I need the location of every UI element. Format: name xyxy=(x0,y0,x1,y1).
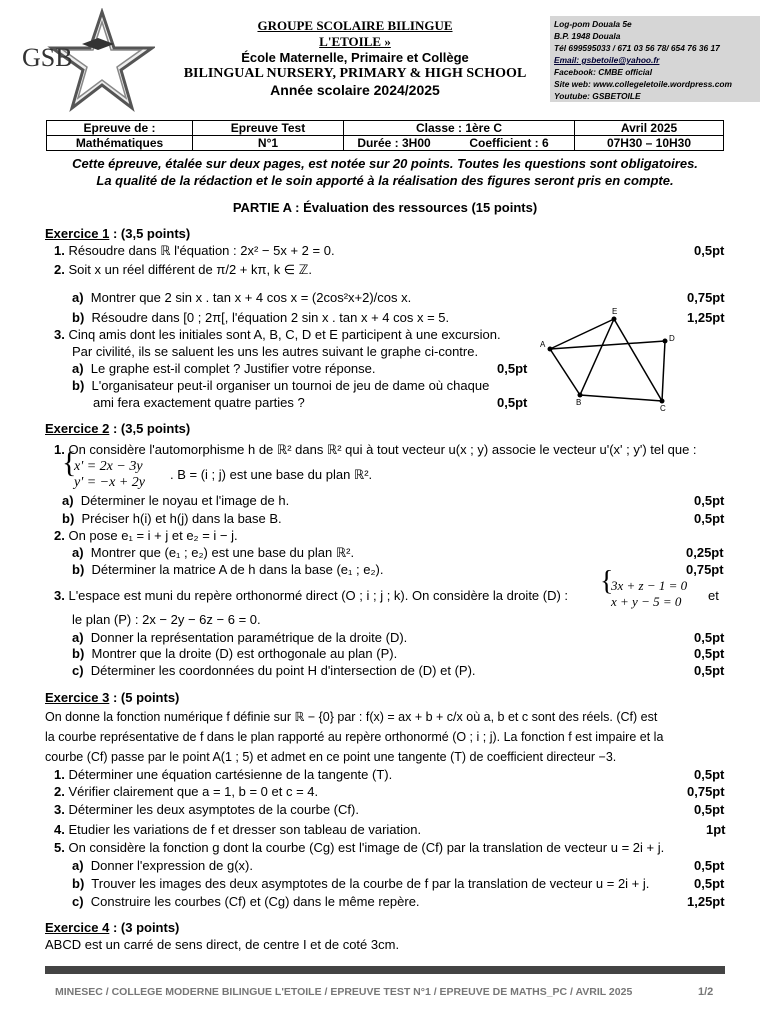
ex2-q2a: a) Montrer que (e₁ ; e₂) est une base du plan ℝ². xyxy=(72,545,355,560)
ex1-q3a: a) Le graphe est-il complet ? Justifier votre réponse. xyxy=(72,361,376,376)
ex1-q2a: a) Montrer que 2 sin x . tan x + 4 cos x = (2cos²x+2)/cos x. xyxy=(72,290,412,305)
ex3-q1-points: 0,5pt xyxy=(694,767,725,782)
ex2-q1b-text: Préciser h(i) et h(j) dans la base B. xyxy=(81,511,282,526)
ex2-q1-text: On considère l'automorphisme h de ℝ² dans ℝ² qui à tout vecteur u(x ; y) associe le vecteur u'(x' ; y') tel que : xyxy=(68,442,697,457)
ex3-q3-text: Déterminer les deux asymptotes de la courbe (Cf). xyxy=(68,802,359,817)
ex2-q3c-points: 0,5pt xyxy=(694,663,725,678)
ex2-q2-text: On pose e₁ = i + j et e₂ = i − j. xyxy=(68,528,238,543)
ex3-q5b-points: 0,5pt xyxy=(694,876,725,891)
ex4-para: ABCD est un carré de sens direct, de centre I et de coté 3cm. xyxy=(45,937,400,952)
ex1-q2b: b) Résoudre dans [0 ; 2π[, l'équation 2 sin x . tan x + 4 cos x = 5. xyxy=(72,310,450,325)
exam-time: 07H30 – 10H30 xyxy=(575,136,724,151)
ex3-q4-text: Etudier les variations de f et dresser son tableau de variation. xyxy=(68,822,422,837)
exercise-4-title xyxy=(45,920,179,935)
ex2-q3c-text: Déterminer les coordonnées du point H d'intersection de (D) et (P). xyxy=(90,663,476,678)
ex2-q1: 1. On considère l'automorphisme h de ℝ² dans ℝ² qui à tout vecteur u(x ; y) associe le vecteur u'(x' ; y') tel que : xyxy=(54,442,697,457)
ex2-q3-line2: le plan (P) : 2x − 2y − 6z − 6 = 0. xyxy=(72,612,261,627)
exam-duration: Durée : 3H00 xyxy=(344,136,445,151)
exam-info-table xyxy=(46,120,724,151)
ex3-para-line1: On donne la fonction numérique f définie sur ℝ − {0} par : f(x) = ax + b + c/x où a, b et c sont des réels. (Cf) est xyxy=(45,710,658,724)
ex3-q3-points: 0,5pt xyxy=(694,802,725,817)
ex3-q5: 5. On considère la fonction g dont la courbe (Cg) est l'image de (Cf) par la translation de vecteur u = 2i + j. xyxy=(54,840,665,855)
ex1-q2a-text: Montrer que 2 sin x . tan x + 4 cos x = (2cos²x+2)/cos x. xyxy=(90,290,412,305)
ex2-q1b-points: 0,5pt xyxy=(694,511,725,526)
ex3-q5a: a) Donner l'expression de g(x). xyxy=(72,858,253,873)
ex1-q1-points: 0,5pt xyxy=(694,243,725,258)
instruction-line-2: La qualité de la rédaction et le soin apporté à la réalisation des figures seront pris en compte. xyxy=(96,173,674,188)
ex1-q1-text: Résoudre dans ℝ l'équation : 2x² − 5x + 2 = 0. xyxy=(68,243,335,258)
exam-class: Classe : 1ère C xyxy=(344,121,575,136)
exercise-1-points: : (3,5 points) xyxy=(109,226,191,241)
graph-label-b: B xyxy=(576,398,582,407)
ex1-q3b-line2: ami fera exactement quatre parties ? xyxy=(93,395,305,410)
contact-website: Site web: www.collegeletoile.wordpress.com xyxy=(554,79,732,89)
friends-graph xyxy=(538,305,718,415)
ex2-q1a: a) Déterminer le noyau et l'image de h. xyxy=(62,493,290,508)
part-a-title: PARTIE A : Évaluation des ressources (15 points) xyxy=(232,200,538,215)
graph-label-d: D xyxy=(669,334,675,343)
exercise-2-title xyxy=(45,421,190,436)
ex3-q4-points: 1pt xyxy=(706,822,726,837)
exercise-2-label: Exercice 2 xyxy=(45,421,110,436)
exam-of-label: Epreuve de : xyxy=(47,121,193,136)
ex3-q2-points: 0,75pt xyxy=(687,784,725,799)
ex1-q3b-points: 0,5pt xyxy=(497,395,528,410)
ex3-q5c-text: Construire les courbes (Cf) et (Cg) dans le même repère. xyxy=(90,894,420,909)
ex2-system: { x' = 2x − 3y y' = −x + 2y xyxy=(62,446,145,490)
ex2-q3b-points: 0,5pt xyxy=(694,646,725,661)
ex1-q2a-points: 0,75pt xyxy=(687,290,725,305)
ex3-q2: 2. Vérifier clairement que a = 1, b = 0 et c = 4. xyxy=(54,784,319,799)
ex2-q3: 3. L'espace est muni du repère orthonormé direct (O ; i ; j ; k). On considère la droite (D) : xyxy=(54,588,569,603)
ex3-q1-text: Déterminer une équation cartésienne de la tangente (T). xyxy=(68,767,393,782)
ex2-q2b: b) Déterminer la matrice A de h dans la base (e₁ ; e₂). xyxy=(72,562,384,577)
graph-label-c: C xyxy=(660,404,666,413)
ex2-q3a: a) Donner la représentation paramétrique de la droite (D). xyxy=(72,630,408,645)
ex3-q5c-points: 1,25pt xyxy=(687,894,725,909)
ex2-q3c: c) Déterminer les coordonnées du point H d'intersection de (D) et (P). xyxy=(72,663,476,678)
school-levels: École Maternelle, Primaire et Collège xyxy=(241,50,469,65)
contact-phone: Tél 699595033 / 671 03 56 78/ 654 76 36 17 xyxy=(554,43,720,53)
school-levels-en: BILINGUAL NURSERY, PRIMARY & HIGH SCHOOL xyxy=(183,66,527,81)
ex1-q3a-text: Le graphe est-il complet ? Justifier votre réponse. xyxy=(90,361,376,376)
ex3-q5b-text: Trouver les images des deux asymptotes de la courbe de f par la translation de vecteur u = 2i + j. xyxy=(91,876,650,891)
ex3-q5b: b) Trouver les images des deux asymptotes de la courbe de f par la translation de vecteur u = 2i + j. xyxy=(72,876,650,891)
exercise-3-points: : (5 points) xyxy=(109,690,180,705)
ex2-q3a-text: Donner la représentation paramétrique de la droite (D). xyxy=(90,630,408,645)
ex1-q3b-text: L'organisateur peut-il organiser un tournoi de jeu de dame où chaque xyxy=(91,378,490,393)
exam-number: N°1 xyxy=(193,136,344,151)
ex2-q3a-points: 0,5pt xyxy=(694,630,725,645)
contact-email: Email: gsbetoile@yahoo.fr xyxy=(554,55,660,65)
ex2-q3-sys-line1: 3x + z − 1 = 0 xyxy=(611,578,688,593)
contact-address: Log-pom Douala 5e xyxy=(554,19,632,29)
ex2-q2: 2. On pose e₁ = i + j et e₂ = i − j. xyxy=(54,528,238,543)
ex1-q3b: b) L'organisateur peut-il organiser un tournoi de jeu de dame où chaque xyxy=(72,378,490,393)
ex3-para-line3: courbe (Cf) passe par le point A(1 ; 5) et admet en ce point une tangente (T) de coefficient directeur −3. xyxy=(45,750,617,764)
school-name: GROUPE SCOLAIRE BILINGUE xyxy=(257,18,453,33)
ex1-q2-text: Soit x un réel différent de π/2 + kπ, k ∈ ℤ. xyxy=(68,262,313,277)
contact-youtube: Youtube: GSBETOILE xyxy=(554,91,641,101)
ex3-q4: 4. Etudier les variations de f et dresser son tableau de variation. xyxy=(54,822,422,837)
ex2-q2b-text: Déterminer la matrice A de h dans la base (e₁ ; e₂). xyxy=(91,562,384,577)
ex2-q3-sys-line2: x + y − 5 = 0 xyxy=(611,594,682,609)
contact-box xyxy=(550,16,760,102)
exam-date: Avril 2025 xyxy=(575,121,724,136)
exercise-1-label: Exercice 1 xyxy=(45,226,110,241)
ex1-q3: 3. Cinq amis dont les initiales sont A, B, C, D et E participent à une excursion. xyxy=(54,327,501,342)
ex3-q2-text: Vérifier clairement que a = 1, b = 0 et c = 4. xyxy=(68,784,319,799)
instruction-line-1: Cette épreuve, étalée sur deux pages, est notée sur 20 points. Toutes les questions sont obligatoires. xyxy=(72,156,698,171)
graph-label-e: E xyxy=(612,307,618,316)
ex2-q1b: b) Préciser h(i) et h(j) dans la base B. xyxy=(62,511,282,526)
exercise-4-label: Exercice 4 xyxy=(45,920,110,935)
ex1-q2b-text: Résoudre dans [0 ; 2π[, l'équation 2 sin x . tan x + 4 cos x = 5. xyxy=(91,310,450,325)
exercise-1-title xyxy=(45,226,190,241)
ex3-q3: 3. Déterminer les deux asymptotes de la courbe (Cf). xyxy=(54,802,359,817)
ex2-q2a-text: Montrer que (e₁ ; e₂) est une base du plan ℝ². xyxy=(90,545,355,560)
ex2-q1a-text: Déterminer le noyau et l'image de h. xyxy=(80,493,290,508)
ex1-q2: 2. Soit x un réel différent de π/2 + kπ, k ∈ ℤ. xyxy=(54,262,313,277)
school-year: Année scolaire 2024/2025 xyxy=(270,82,440,98)
page-number: 1/2 xyxy=(698,986,714,998)
exercise-3-title xyxy=(45,690,179,705)
ex2-sys-line2: y' = −x + 2y xyxy=(74,475,145,490)
ex3-q5a-points: 0,5pt xyxy=(694,858,725,873)
ex2-q3b-text: Montrer que la droite (D) est orthogonale au plan (P). xyxy=(91,646,398,661)
exam-type: Epreuve Test xyxy=(193,121,344,136)
ex2-q3-text: L'espace est muni du repère orthonormé direct (O ; i ; j ; k). On considère la droite (D) : xyxy=(68,588,569,603)
ex3-para-line2: la courbe représentative de f dans le plan rapporté au repère orthonormé (O ; i ; j). La fonction f est impaire et la xyxy=(45,730,664,744)
school-header xyxy=(160,18,550,98)
exercise-4-points: : (3 points) xyxy=(109,920,180,935)
ex2-q1a-points: 0,5pt xyxy=(694,493,725,508)
footer-text: MINESEC / COLLEGE MODERNE BILINGUE L'ETOILE / EPREUVE TEST N°1 / EPREUVE DE MATHS_PC / AVRIL 2025 xyxy=(55,986,633,998)
school-name-2: L'ETOILE » xyxy=(319,34,391,49)
exam-coefficient: Coefficient : 6 xyxy=(444,136,575,151)
exam-subject: Mathématiques xyxy=(47,136,193,151)
ex3-q5-text: On considère la fonction g dont la courbe (Cg) est l'image de (Cf) par la translation de vecteur u = 2i + j. xyxy=(68,840,665,855)
exam-instructions xyxy=(40,155,730,189)
ex2-q2a-points: 0,25pt xyxy=(686,545,724,560)
star-logo-icon xyxy=(20,8,155,118)
graph-label-a: A xyxy=(540,340,546,349)
ex1-q3-text: Cinq amis dont les initiales sont A, B, C, D et E participent à une excursion. xyxy=(68,327,501,342)
exercise-3-label: Exercice 3 xyxy=(45,690,110,705)
contact-facebook: Facebook: CMBE official xyxy=(554,67,653,77)
logo-text: GSB xyxy=(22,43,73,72)
contact-bp: B.P. 1948 Douala xyxy=(554,31,621,41)
ex3-q5c: c) Construire les courbes (Cf) et (Cg) dans le même repère. xyxy=(72,894,420,909)
ex2-base-text: . B = (i ; j) est une base du plan ℝ². xyxy=(170,467,373,482)
ex3-q5a-text: Donner l'expression de g(x). xyxy=(90,858,253,873)
ex1-q3a-points: 0,5pt xyxy=(497,361,528,376)
footer-divider xyxy=(45,966,725,974)
school-logo xyxy=(20,8,155,118)
ex2-q3-et: et xyxy=(708,588,719,603)
ex2-q3b: b) Montrer que la droite (D) est orthogonale au plan (P). xyxy=(72,646,398,661)
ex2-q3-system: { 3x + z − 1 = 0 x + y − 5 = 0 xyxy=(600,566,688,609)
ex1-q3-line2: Par civilité, ils se saluent les uns les autres suivant le graphe ci-contre. xyxy=(72,344,479,359)
ex2-sys-line1: x' = 2x − 3y xyxy=(74,459,143,474)
ex2-q2b-points: 0,75pt xyxy=(686,562,724,577)
ex1-q1: 1. Résoudre dans ℝ l'équation : 2x² − 5x + 2 = 0. xyxy=(54,243,335,258)
ex3-q1: 1. Déterminer une équation cartésienne de la tangente (T). xyxy=(54,767,393,782)
ex1-q2b-points: 1,25pt xyxy=(687,310,725,325)
exercise-2-points: : (3,5 points) xyxy=(109,421,191,436)
